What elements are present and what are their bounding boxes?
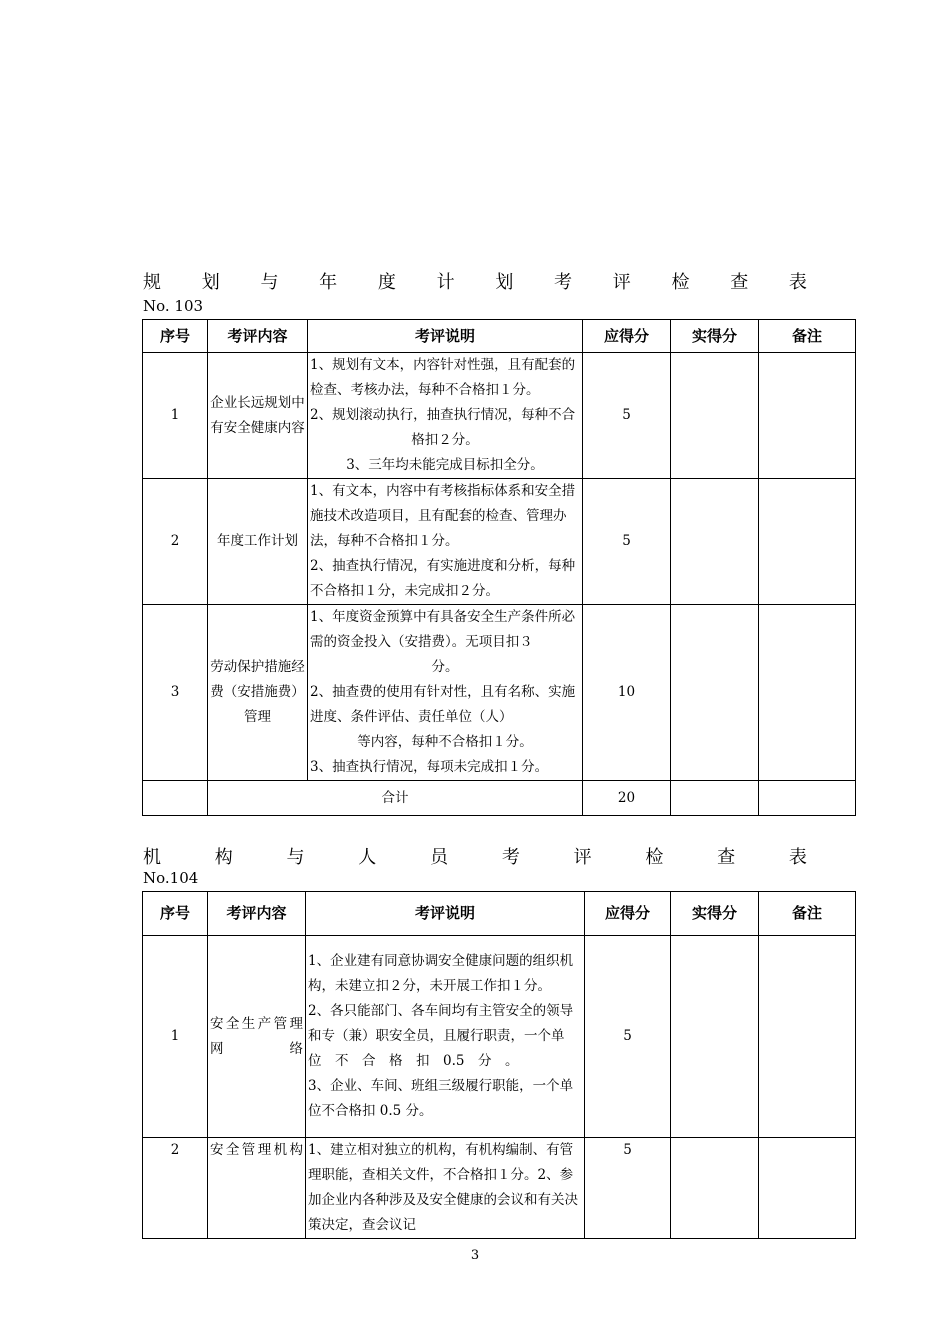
row-due-score: 10 <box>583 605 671 781</box>
row-due-score: 5 <box>585 936 671 1138</box>
row-due-score: 5 <box>585 1138 671 1239</box>
row-actual-score[interactable] <box>671 1138 759 1239</box>
total-label: 合计 <box>208 781 583 816</box>
row-due-score: 5 <box>583 353 671 479</box>
total-score: 20 <box>583 781 671 816</box>
header-content: 考评内容 <box>208 320 308 353</box>
table-header-row <box>143 892 856 936</box>
row-remarks[interactable] <box>759 1138 856 1239</box>
row-content: 企业长远规划中有安全健康内容 <box>208 353 308 479</box>
page-number: 3 <box>470 1248 480 1263</box>
header-index: 序号 <box>143 892 208 936</box>
header-actual-score: 实得分 <box>671 320 759 353</box>
header-index: 序号 <box>143 320 208 353</box>
row-actual-score[interactable] <box>671 479 759 605</box>
row-index: 2 <box>143 1138 208 1239</box>
row-content: 劳动保护措施经费（安措施费）管理 <box>208 605 308 781</box>
row-index: 2 <box>143 479 208 605</box>
table-row <box>143 605 856 781</box>
table-header-row <box>143 320 856 353</box>
header-remarks: 备注 <box>759 892 856 936</box>
table-total-row <box>143 781 856 816</box>
header-due-score: 应得分 <box>585 892 671 936</box>
table-row <box>143 353 856 479</box>
row-index: 3 <box>143 605 208 781</box>
row-remarks[interactable] <box>759 479 856 605</box>
header-actual-score: 实得分 <box>671 892 759 936</box>
table-103-number: No. 103 <box>143 297 204 315</box>
row-description: 1、建立相对独立的机构，有机构编制、有管理职能，查相关文件，不合格扣１分。2、参加企业内各种涉及及安全健康的会议和有关决策决定，查会议记 <box>306 1138 585 1239</box>
table-104 <box>142 891 856 1239</box>
header-due-score: 应得分 <box>583 320 671 353</box>
row-description: 1、企业建有同意协调安全健康问题的组织机构，未建立扣２分，未开展工作扣１分。 2、各只能部门、各车间均有主管安全的领导和专（兼）职安全员，且履行职责，一个单 位 不 合 格 扣 0.5 分 。 3、企业、车间、班组三级履行职能，一个单位不合格扣 0.5 分。 <box>306 936 585 1138</box>
row-actual-score[interactable] <box>671 353 759 479</box>
table-104-title: 机 构 与 人 员 考 评 检 查 表 <box>143 847 807 868</box>
row-remarks[interactable] <box>759 936 856 1138</box>
table-104-number: No.104 <box>143 869 199 887</box>
row-content: 安全生产管理网络 <box>208 936 306 1138</box>
row-index: 1 <box>143 936 208 1138</box>
header-description: 考评说明 <box>306 892 585 936</box>
total-actual-score[interactable] <box>671 781 759 816</box>
row-description: 1、规划有文本，内容针对性强，且有配套的检查、考核办法，每种不合格扣１分。 2、规划滚动执行，抽查执行情况，每种不合 格扣２分。 3、三年均未能完成目标扣全分。 <box>308 353 583 479</box>
row-content: 年度工作计划 <box>208 479 308 605</box>
row-description: 1、有文本，内容中有考核指标体系和安全措施技术改造项目，且有配套的检查、管理办法，每种不合格扣１分。 2、抽查执行情况，有实施进度和分析，每种不合格扣１分，未完成扣２分。 <box>308 479 583 605</box>
row-remarks[interactable] <box>759 353 856 479</box>
header-remarks: 备注 <box>759 320 856 353</box>
row-content: 安全管理机构 <box>208 1138 306 1239</box>
table-row <box>143 1138 856 1239</box>
header-description: 考评说明 <box>308 320 583 353</box>
total-index-empty <box>143 781 208 816</box>
table-103 <box>142 319 856 816</box>
row-index: 1 <box>143 353 208 479</box>
header-content: 考评内容 <box>208 892 306 936</box>
row-description: 1、年度资金预算中有具备安全生产条件所必需的资金投入（安措费）。无项目扣３ 分。 2、抽查费的使用有针对性，且有名称、实施进度、条件评估、责任单位（人） 等内容，每种不合格扣１分。 3、抽查执行情况，每项未完成扣１分。 <box>308 605 583 781</box>
table-103-title: 规 划 与 年 度 计 划 考 评 检 查 表 <box>143 272 807 293</box>
row-due-score: 5 <box>583 479 671 605</box>
row-actual-score[interactable] <box>671 936 759 1138</box>
total-remarks[interactable] <box>759 781 856 816</box>
row-remarks[interactable] <box>759 605 856 781</box>
row-actual-score[interactable] <box>671 605 759 781</box>
table-row <box>143 479 856 605</box>
table-row <box>143 936 856 1138</box>
